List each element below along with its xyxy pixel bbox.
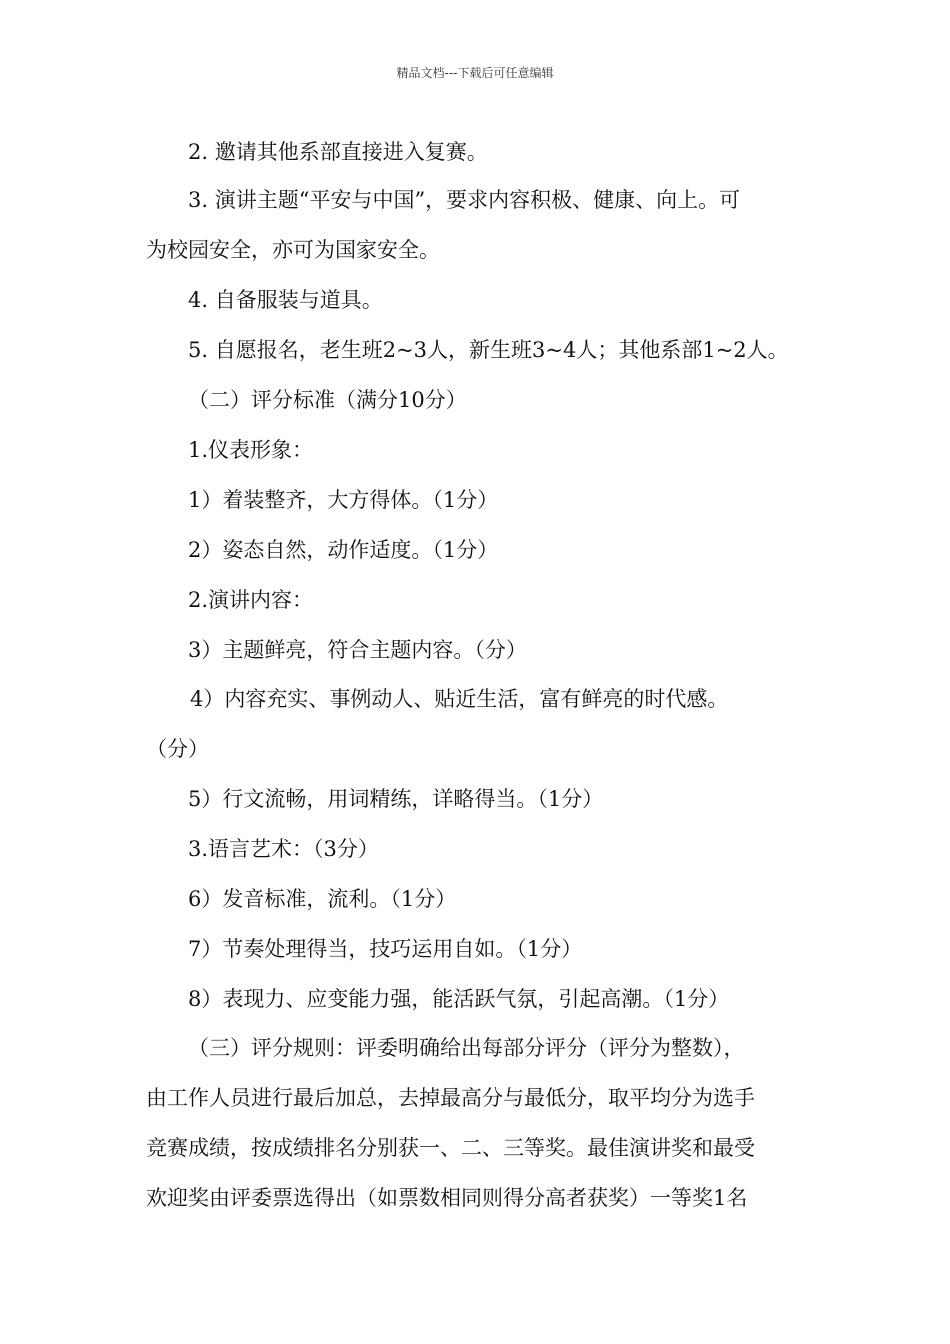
criterion-1-heading: 1.仪表形象： [188, 438, 314, 462]
item-4: 4. 自备服装与道具。 [188, 288, 383, 312]
criterion-item-7: 7）节奏处理得当，技巧运用自如。（1分） [188, 937, 583, 961]
criterion-item-4: 4）内容充实、事例动人、贴近生活，富有鲜亮的时代感。 [190, 687, 729, 711]
criterion-item-4-cont: （分） [146, 737, 209, 761]
item-5: 5. 自愿报名，老生班2~3人，新生班3~4人；其他系部1~2人。 [188, 338, 789, 362]
page-header: 精品文档---下载后可任意编辑 [396, 66, 554, 80]
section-3-text-1: 由工作人员进行最后加总，去掉最高分与最低分，取平均分为选手 [146, 1086, 755, 1110]
item-3: 3. 演讲主题“平安与中国”，要求内容积极、健康、向上。可 [188, 188, 741, 212]
criterion-item-2: 2）姿态自然，动作适度。（1分） [188, 538, 499, 562]
criterion-item-5: 5）行文流畅，用词精练，详略得当。（1分） [188, 787, 604, 811]
section-3-heading: （三）评分规则：评委明确给出每部分评分（评分为整数）， [188, 1036, 745, 1060]
criterion-item-8: 8）表现力、应变能力强，能活跃气氛，引起高潮。（1分） [188, 987, 730, 1011]
item-3-cont: 为校园安全，亦可为国家安全。 [146, 238, 440, 262]
section-3-text-3: 欢迎奖由评委票选得出（如票数相同则得分高者获奖）一等奖1名 [146, 1186, 748, 1210]
item-2: 2. 邀请其他系部直接进入复赛。 [188, 140, 488, 164]
criterion-3-heading: 3.语言艺术：（3分） [188, 837, 379, 861]
section-2-heading: （二）评分标准（满分10分） [188, 388, 467, 412]
criterion-2-heading: 2.演讲内容： [188, 588, 314, 612]
criterion-item-6: 6）发音标准，流利。（1分） [188, 887, 457, 911]
criterion-item-3: 3）主题鲜亮，符合主题内容。（分） [188, 638, 527, 662]
section-3-text-2: 竞赛成绩，按成绩排名分别获一、二、三等奖。最佳演讲奖和最受 [146, 1136, 755, 1160]
criterion-item-1: 1）着装整齐，大方得体。（1分） [188, 488, 499, 512]
